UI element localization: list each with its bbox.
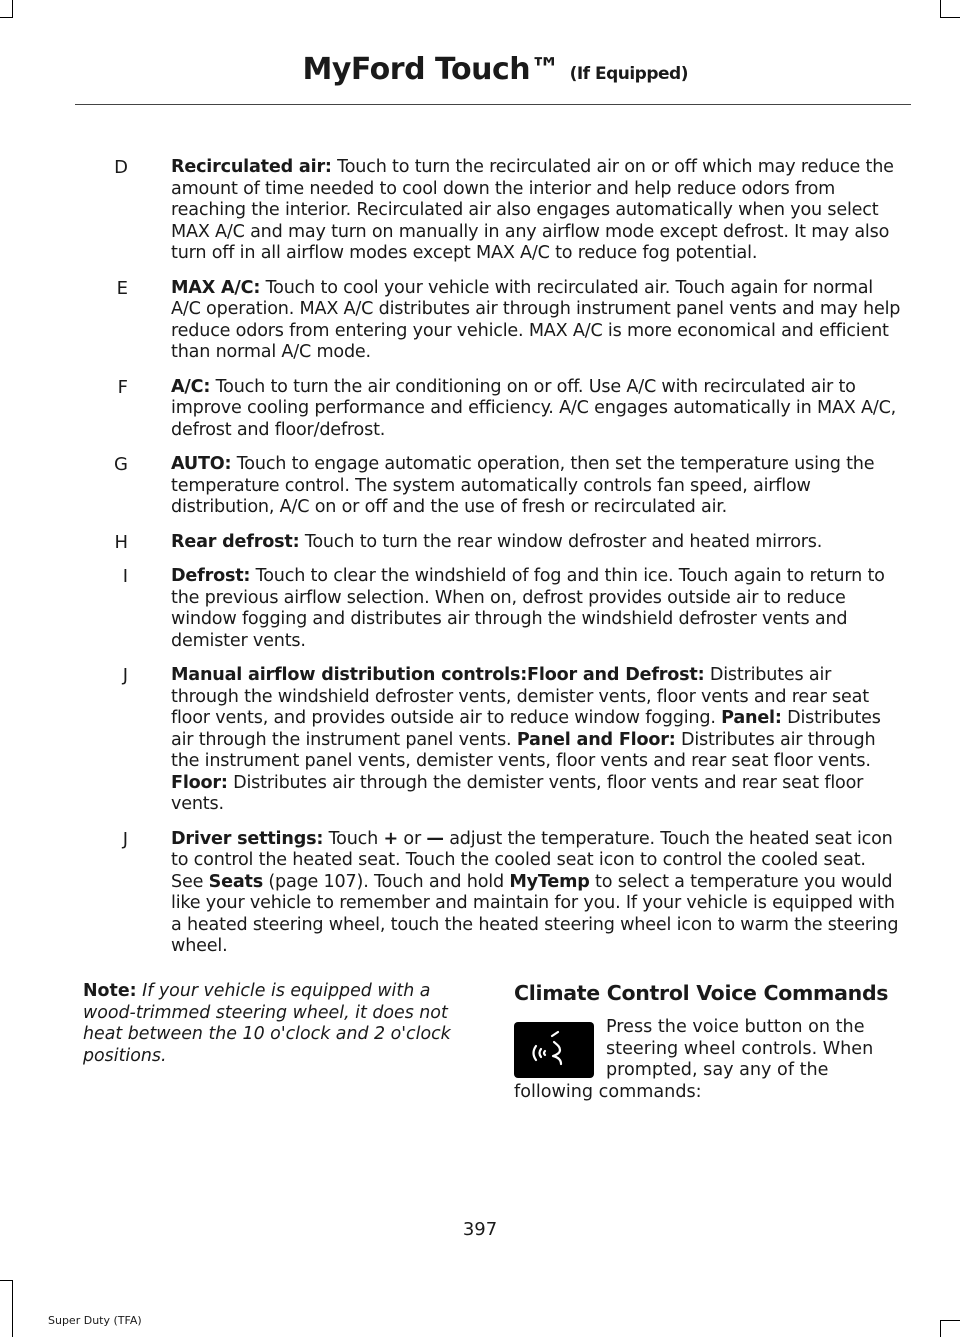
item-term: MAX A/C: xyxy=(171,277,261,298)
crop-mark xyxy=(941,17,960,18)
footer-text: Super Duty (TFA) xyxy=(48,1314,142,1327)
item-term: A/C: xyxy=(171,376,211,397)
item-letter: D xyxy=(114,157,128,178)
list-item xyxy=(80,278,902,364)
item-text: Touch xyxy=(323,828,384,849)
control-list xyxy=(80,157,902,971)
item-letter: H xyxy=(114,531,128,553)
item-text: (page 107). Touch and hold xyxy=(262,871,510,892)
item-description xyxy=(171,157,902,265)
item-term: Recirculated air: xyxy=(171,157,332,177)
seats-link[interactable]: Seats xyxy=(208,871,263,892)
item-description xyxy=(171,532,902,554)
list-item xyxy=(80,532,902,554)
note xyxy=(83,981,471,1067)
header-divider xyxy=(75,104,911,105)
item-text: or xyxy=(398,828,427,849)
item-description xyxy=(171,278,902,364)
crop-mark xyxy=(0,1280,12,1281)
page-title-subtitle: (If Equipped) xyxy=(569,64,688,84)
item-text: Touch to engage automatic operation, then set the temperature using the temperature control. The system automatically controls fan speed, airflow distribution, A/C on or off and the use of fresh or recirculated air. xyxy=(171,454,875,517)
list-item xyxy=(80,454,902,519)
crop-mark xyxy=(940,1320,941,1337)
item-text: Touch to turn the air conditioning on or off. Use A/C with recirculated air to improve cooling performance and efficiency. A/C engages automatically in MAX A/C, defrost and floor/defrost. xyxy=(171,376,897,440)
page-title xyxy=(303,52,689,87)
item-description xyxy=(171,665,902,816)
item-letter: J xyxy=(122,828,128,850)
item-term: Rear defrost: xyxy=(171,531,300,552)
item-text: Distributes air through the instrument panel vents. xyxy=(171,708,881,750)
item-term: Manual airflow distribution controls:Floor and Defrost: xyxy=(171,665,705,685)
item-letter: E xyxy=(116,277,128,299)
list-item xyxy=(80,665,902,816)
item-letter: G xyxy=(114,454,128,475)
section-title: Climate Control Voice Commands xyxy=(514,981,889,1005)
item-description xyxy=(171,566,902,652)
item-text: Touch to turn the rear window defroster and heated mirrors. xyxy=(299,531,823,552)
item-term: Panel: xyxy=(721,708,782,728)
crop-mark xyxy=(12,1280,13,1337)
note-text: If your vehicle is equipped with a wood-trimmed steering wheel, it does not heat between the 10 o'clock and 2 o'clock positions. xyxy=(83,981,451,1066)
list-item xyxy=(80,829,902,958)
item-description xyxy=(171,454,902,519)
item-text: Distributes air through the windshield defroster vents, demister vents, floor vents and rear seat floor vents, and provides outside air to reduce window fogging. xyxy=(171,665,869,728)
item-letter: F xyxy=(117,376,128,398)
plus-symbol: + xyxy=(383,828,399,849)
item-description xyxy=(171,829,902,958)
item-letter: I xyxy=(122,566,128,587)
item-term: Defrost: xyxy=(171,566,251,586)
item-description xyxy=(171,377,902,442)
crop-mark xyxy=(940,0,941,18)
minus-symbol: — xyxy=(426,828,444,849)
item-text: Touch to cool your vehicle with recirculated air. Touch again for normal A/C operation. MAX A/C distributes air through instrument panel vents and may help reduce odors from entering your vehicle. MAX A/C is more economical and efficient than normal A/C mode. xyxy=(171,277,901,362)
item-term: Floor: xyxy=(171,772,228,793)
page-title-main: MyFord Touch™ xyxy=(302,52,560,87)
list-item xyxy=(80,157,902,265)
crop-mark xyxy=(941,1320,960,1321)
item-term: MyTemp xyxy=(509,871,590,892)
item-text: Touch to turn the recirculated air on or off which may reduce the amount of time needed to cool down the interior and help reduce odors from reaching the interior. Recirculated air also engages automatically when you select MAX A/C and may turn on manually in any airflow mode except defrost. It may also turn off in all airflow modes except MAX A/C to reduce fog potential. xyxy=(171,157,894,263)
list-item xyxy=(80,566,902,652)
list-item xyxy=(80,377,902,442)
item-text: Distributes air through the instrument panel vents, demister vents, floor vents and rear seat floor vents. xyxy=(171,729,876,771)
item-term: Driver settings: xyxy=(171,828,324,849)
item-text: adjust the temperature. Touch the heated seat icon to control the heated seat. Touch the cooled seat icon to control the cooled seat. See xyxy=(171,828,893,892)
voice-instructions-text: Press the voice button on the steering wheel controls. When prompted, say any of the following commands: xyxy=(514,1017,874,1102)
item-letter: J xyxy=(122,665,128,686)
crop-mark xyxy=(12,0,13,18)
item-text: to select a temperature you would like your vehicle to remember and maintain for you. If your vehicle is equipped with a heated steering wheel, touch the heated steering wheel icon to warm the steering wheel. xyxy=(171,871,899,956)
page-number: 397 xyxy=(462,1219,498,1240)
item-term: Panel and Floor: xyxy=(516,729,676,750)
crop-mark xyxy=(0,17,12,18)
item-text: Distributes air through the demister vents, floor vents and rear seat floor vents. xyxy=(171,772,864,814)
note-label: Note: xyxy=(83,981,137,1001)
item-term: AUTO: xyxy=(171,454,232,474)
item-text: Touch to clear the windshield of fog and thin ice. Touch again to return to the previous airflow selection. When on, defrost provides outside air to reduce window fogging and distributes air through the windshield defroster vents and demister vents. xyxy=(171,566,885,651)
voice-instructions xyxy=(514,1017,904,1103)
